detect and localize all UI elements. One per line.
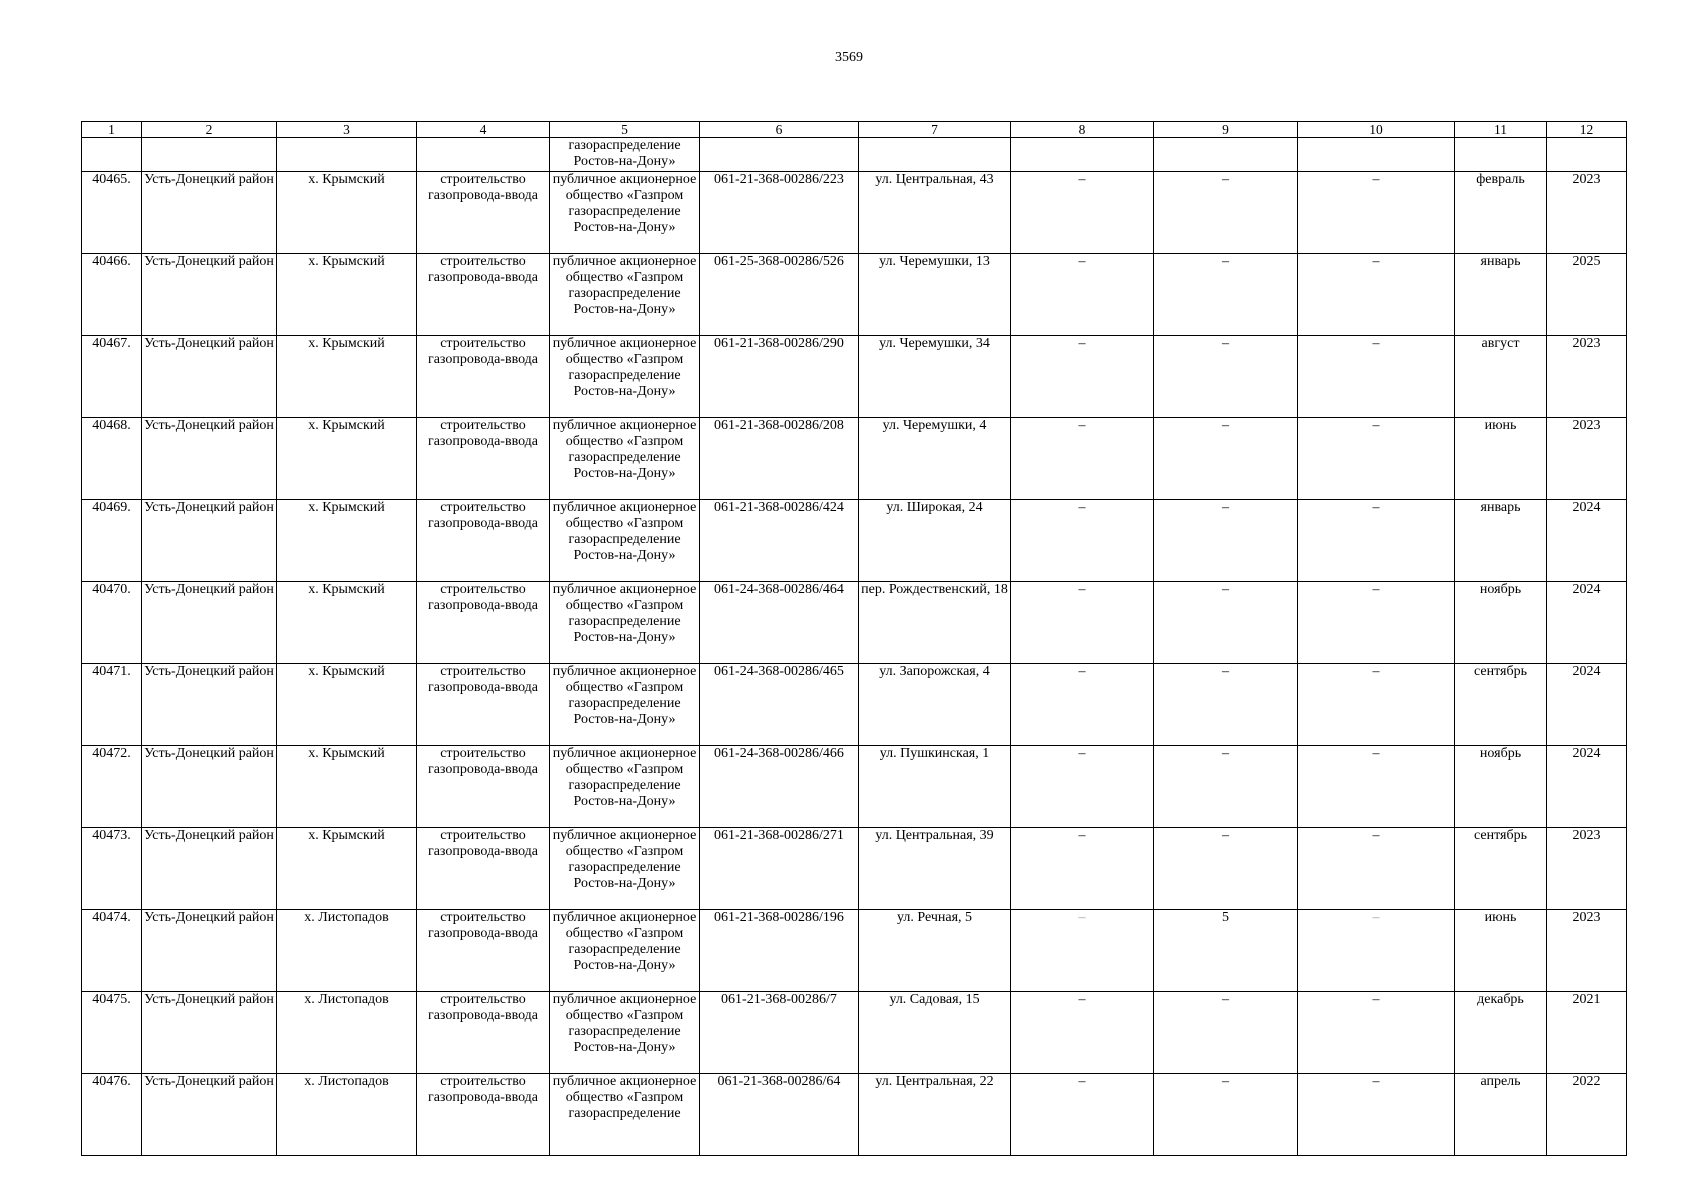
code-cell: 061-24-368-00286/464 [700,581,859,663]
table-row [82,909,1627,991]
code-cell: 061-24-368-00286/465 [700,663,859,745]
column-header: 9 [1154,122,1298,138]
work-type-cell: строительство газопровода-ввода [417,171,550,253]
code-cell: 061-21-368-00286/7 [700,991,859,1073]
column-9-cell: – [1154,1073,1298,1155]
month-cell: апрель [1455,1073,1547,1155]
column-9-cell: – [1154,253,1298,335]
work-type-cell: строительство газопровода-ввода [417,253,550,335]
code-cell: 061-21-368-00286/223 [700,171,859,253]
column-8-cell: – [1011,745,1154,827]
month-cell: февраль [1455,171,1547,253]
table-row [82,991,1627,1073]
month-cell: сентябрь [1455,827,1547,909]
column-8-cell: – [1011,909,1154,991]
column-8-cell: – [1011,663,1154,745]
column-8-cell: – [1011,499,1154,581]
column-9-cell: – [1154,581,1298,663]
column-10-cell: – [1298,909,1455,991]
column-10-cell: – [1298,499,1455,581]
district-cell: Усть-Донецкий район [142,335,277,417]
settlement-cell: х. Крымский [277,499,417,581]
district-cell: Усть-Донецкий район [142,499,277,581]
column-header: 11 [1455,122,1547,138]
column-10-cell: – [1298,171,1455,253]
column-9-cell: – [1154,827,1298,909]
year-cell: 2023 [1547,909,1627,991]
column-8-cell: – [1011,581,1154,663]
district-cell: Усть-Донецкий район [142,663,277,745]
column-8-cell: – [1011,417,1154,499]
district-cell: Усть-Донецкий район [142,909,277,991]
month-cell: июнь [1455,909,1547,991]
column-10-cell: – [1298,417,1455,499]
column-header: 4 [417,122,550,138]
district-cell: Усть-Донецкий район [142,581,277,663]
column-header: 3 [277,122,417,138]
column-header: 7 [859,122,1011,138]
org-cell: публичное акционерное общество «Газпром газораспределение Ростов-на-Дону» [550,663,700,745]
org-cell: публичное акционерное общество «Газпром газораспределение Ростов-на-Дону» [550,417,700,499]
table-row [82,253,1627,335]
row-number-cell: 40469. [82,499,142,581]
district-cell: Усть-Донецкий район [142,253,277,335]
table-row [82,1073,1627,1155]
column-10-cell: – [1298,991,1455,1073]
work-type-cell: строительство газопровода-ввода [417,1073,550,1155]
month-cell: август [1455,335,1547,417]
address-cell: ул. Центральная, 22 [859,1073,1011,1155]
table-cell [417,138,550,172]
year-cell: 2024 [1547,663,1627,745]
row-number-cell: 40466. [82,253,142,335]
settlement-cell: х. Крымский [277,663,417,745]
header-row [82,122,1627,138]
column-header: 6 [700,122,859,138]
month-cell: ноябрь [1455,745,1547,827]
address-cell: пер. Рождественский, 18 [859,581,1011,663]
year-cell: 2023 [1547,171,1627,253]
year-cell: 2024 [1547,499,1627,581]
settlement-cell: х. Крымский [277,581,417,663]
table-cell [142,138,277,172]
table-row [82,745,1627,827]
table-row [82,581,1627,663]
address-cell: ул. Запорожская, 4 [859,663,1011,745]
table-cell [1011,138,1154,172]
column-9-cell: – [1154,499,1298,581]
year-cell: 2025 [1547,253,1627,335]
org-cell: публичное акционерное общество «Газпром газораспределение Ростов-на-Дону» [550,745,700,827]
work-type-cell: строительство газопровода-ввода [417,991,550,1073]
row-number-cell: 40468. [82,417,142,499]
address-cell: ул. Речная, 5 [859,909,1011,991]
month-cell: декабрь [1455,991,1547,1073]
row-number-cell: 40474. [82,909,142,991]
org-cell: публичное акционерное общество «Газпром газораспределение Ростов-на-Дону» [550,253,700,335]
work-type-cell: строительство газопровода-ввода [417,581,550,663]
code-cell: 061-21-368-00286/208 [700,417,859,499]
row-number-cell: 40475. [82,991,142,1073]
district-cell: Усть-Донецкий район [142,1073,277,1155]
page-number: 3569 [835,50,863,65]
table-row [82,663,1627,745]
org-cell: публичное акционерное общество «Газпром газораспределение Ростов-на-Дону» [550,991,700,1073]
address-cell: ул. Пушкинская, 1 [859,745,1011,827]
row-number-cell: 40473. [82,827,142,909]
address-cell: ул. Черемушки, 4 [859,417,1011,499]
table-cell [1154,138,1298,172]
column-8-cell: – [1011,171,1154,253]
org-cell: публичное акционерное общество «Газпром газораспределение [550,1073,700,1155]
table-row [82,499,1627,581]
org-cell: публичное акционерное общество «Газпром газораспределение Ростов-на-Дону» [550,499,700,581]
year-cell: 2021 [1547,991,1627,1073]
address-cell: ул. Садовая, 15 [859,991,1011,1073]
work-type-cell: строительство газопровода-ввода [417,745,550,827]
table-cell [1298,138,1455,172]
district-cell: Усть-Донецкий район [142,171,277,253]
address-cell: ул. Черемушки, 13 [859,253,1011,335]
table-row [82,417,1627,499]
year-cell: 2023 [1547,335,1627,417]
work-type-cell: строительство газопровода-ввода [417,499,550,581]
month-cell: ноябрь [1455,581,1547,663]
column-9-cell: – [1154,991,1298,1073]
column-9-cell: – [1154,417,1298,499]
org-cell: публичное акционерное общество «Газпром газораспределение Ростов-на-Дону» [550,909,700,991]
code-cell: 061-25-368-00286/526 [700,253,859,335]
month-cell: январь [1455,253,1547,335]
column-8-cell: – [1011,827,1154,909]
column-10-cell: – [1298,253,1455,335]
column-header: 5 [550,122,700,138]
code-cell: 061-24-368-00286/466 [700,745,859,827]
settlement-cell: х. Крымский [277,335,417,417]
work-type-cell: строительство газопровода-ввода [417,663,550,745]
table-row [82,171,1627,253]
table-cell [700,138,859,172]
column-10-cell: – [1298,827,1455,909]
registry-table [81,121,1627,1156]
org-cell: публичное акционерное общество «Газпром газораспределение Ростов-на-Дону» [550,581,700,663]
address-cell: ул. Центральная, 39 [859,827,1011,909]
column-8-cell: – [1011,1073,1154,1155]
month-cell: июнь [1455,417,1547,499]
work-type-cell: строительство газопровода-ввода [417,335,550,417]
row-number-cell: 40465. [82,171,142,253]
org-cell: публичное акционерное общество «Газпром газораспределение Ростов-на-Дону» [550,171,700,253]
column-header: 8 [1011,122,1154,138]
settlement-cell: х. Крымский [277,417,417,499]
column-10-cell: – [1298,663,1455,745]
org-cell: публичное акционерное общество «Газпром газораспределение Ростов-на-Дону» [550,335,700,417]
code-cell: 061-21-368-00286/271 [700,827,859,909]
work-type-cell: строительство газопровода-ввода [417,827,550,909]
settlement-cell: х. Крымский [277,745,417,827]
settlement-cell: х. Листопадов [277,909,417,991]
table-row [82,335,1627,417]
month-cell: сентябрь [1455,663,1547,745]
column-9-cell: – [1154,171,1298,253]
row-number-cell: 40471. [82,663,142,745]
column-8-cell: – [1011,991,1154,1073]
table-cell [859,138,1011,172]
address-cell: ул. Черемушки, 34 [859,335,1011,417]
year-cell: 2023 [1547,417,1627,499]
table-row [82,827,1627,909]
address-cell: ул. Центральная, 43 [859,171,1011,253]
work-type-cell: строительство газопровода-ввода [417,909,550,991]
year-cell: 2024 [1547,745,1627,827]
district-cell: Усть-Донецкий район [142,745,277,827]
code-cell: 061-21-368-00286/290 [700,335,859,417]
table-cell [82,138,142,172]
column-10-cell: – [1298,335,1455,417]
row-number-cell: 40470. [82,581,142,663]
row-number-cell: 40472. [82,745,142,827]
month-cell: январь [1455,499,1547,581]
row-number-cell: 40467. [82,335,142,417]
year-cell: 2023 [1547,827,1627,909]
code-cell: 061-21-368-00286/64 [700,1073,859,1155]
org-cell: газораспределение Ростов-на-Дону» [550,138,700,172]
settlement-cell: х. Крымский [277,827,417,909]
settlement-cell: х. Крымский [277,253,417,335]
column-8-cell: – [1011,335,1154,417]
code-cell: 061-21-368-00286/196 [700,909,859,991]
row-number-cell: 40476. [82,1073,142,1155]
table-cell [1547,138,1627,172]
org-cell: публичное акционерное общество «Газпром газораспределение Ростов-на-Дону» [550,827,700,909]
column-header: 12 [1547,122,1627,138]
year-cell: 2024 [1547,581,1627,663]
code-cell: 061-21-368-00286/424 [700,499,859,581]
address-cell: ул. Широкая, 24 [859,499,1011,581]
settlement-cell: х. Листопадов [277,1073,417,1155]
column-header: 2 [142,122,277,138]
continuation-row [82,138,1627,172]
column-9-cell: – [1154,745,1298,827]
settlement-cell: х. Листопадов [277,991,417,1073]
work-type-cell: строительство газопровода-ввода [417,417,550,499]
district-cell: Усть-Донецкий район [142,827,277,909]
column-10-cell: – [1298,581,1455,663]
column-9-cell: – [1154,335,1298,417]
year-cell: 2022 [1547,1073,1627,1155]
column-10-cell: – [1298,745,1455,827]
column-9-cell: 5 [1154,909,1298,991]
column-header: 10 [1298,122,1455,138]
table-cell [277,138,417,172]
column-10-cell: – [1298,1073,1455,1155]
column-8-cell: – [1011,253,1154,335]
column-header: 1 [82,122,142,138]
column-9-cell: – [1154,663,1298,745]
district-cell: Усть-Донецкий район [142,991,277,1073]
settlement-cell: х. Крымский [277,171,417,253]
district-cell: Усть-Донецкий район [142,417,277,499]
table-cell [1455,138,1547,172]
